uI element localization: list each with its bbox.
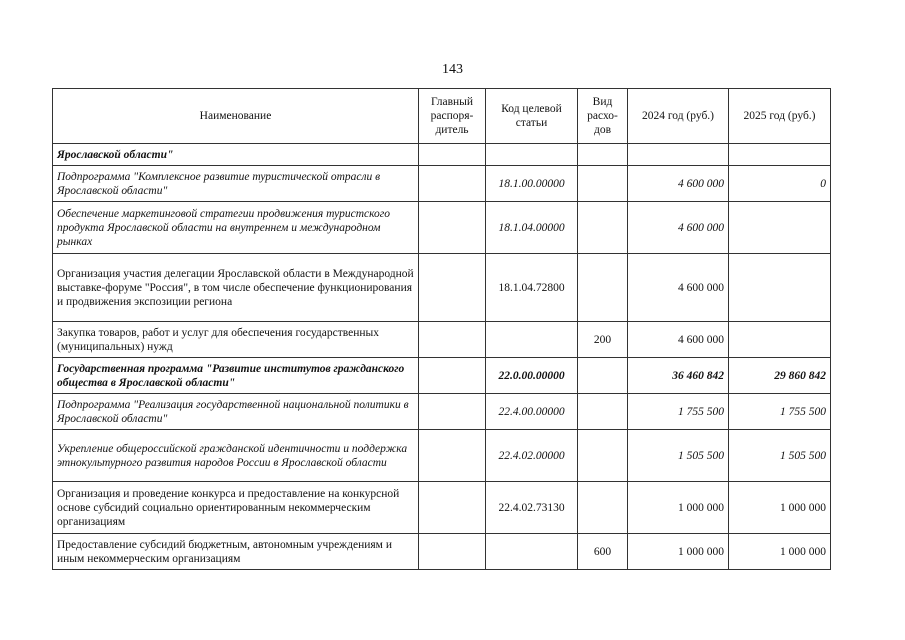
cell-2024: 1 000 000: [628, 482, 729, 534]
cell-name: Предоставление субсидий бюджетным, автономным учреждениям и иным некоммерческим организациям: [53, 534, 419, 570]
table-row: [53, 534, 831, 570]
cell-manager: [419, 166, 486, 202]
cell-2025: [729, 144, 831, 166]
cell-code: 22.0.00.00000: [486, 358, 578, 394]
cell-type: [578, 394, 628, 430]
table-row: [53, 144, 831, 166]
cell-manager: [419, 358, 486, 394]
cell-code: 18.1.04.72800: [486, 254, 578, 322]
header-type: Вид расхо-дов: [578, 89, 628, 144]
table-row: [53, 394, 831, 430]
cell-manager: [419, 254, 486, 322]
cell-2024: 4 600 000: [628, 254, 729, 322]
table-row: [53, 254, 831, 322]
cell-type: 200: [578, 322, 628, 358]
cell-2024: 1 755 500: [628, 394, 729, 430]
cell-code: [486, 322, 578, 358]
cell-2025: 0: [729, 166, 831, 202]
cell-2025: [729, 254, 831, 322]
cell-manager: [419, 202, 486, 254]
cell-2024: 4 600 000: [628, 322, 729, 358]
cell-code: 22.4.00.00000: [486, 394, 578, 430]
header-2025: 2025 год (руб.): [729, 89, 831, 144]
header-2024: 2024 год (руб.): [628, 89, 729, 144]
cell-2024: 4 600 000: [628, 166, 729, 202]
header-code: Код целевой статьи: [486, 89, 578, 144]
cell-2024: [628, 144, 729, 166]
cell-type: [578, 166, 628, 202]
budget-table: [52, 88, 831, 570]
cell-manager: [419, 534, 486, 570]
cell-manager: [419, 322, 486, 358]
cell-code: [486, 144, 578, 166]
header-name: Наименование: [53, 89, 419, 144]
table-row: [53, 358, 831, 394]
cell-manager: [419, 144, 486, 166]
cell-type: [578, 254, 628, 322]
header-manager: Главный распоря-дитель: [419, 89, 486, 144]
cell-name: Обеспечение маркетинговой стратегии продвижения туристского продукта Ярославской области на внутреннем и международном рынках: [53, 202, 419, 254]
cell-2024: 1 505 500: [628, 430, 729, 482]
cell-type: [578, 430, 628, 482]
cell-2024: 36 460 842: [628, 358, 729, 394]
cell-2024: 1 000 000: [628, 534, 729, 570]
cell-type: [578, 482, 628, 534]
cell-type: [578, 202, 628, 254]
cell-name: Укрепление общероссийской гражданской идентичности и поддержка этнокультурного развития народов России в Ярославской области: [53, 430, 419, 482]
cell-type: 600: [578, 534, 628, 570]
cell-code: 22.4.02.00000: [486, 430, 578, 482]
cell-name: Подпрограмма "Реализация государственной национальной политики в Ярославской области": [53, 394, 419, 430]
cell-name: Организация участия делегации Ярославской области в Международной выставке-форуме "Россия", в том числе обеспечение функционирования и продвижения экспозиции региона: [53, 254, 419, 322]
cell-name: Государственная программа "Развитие институтов гражданского общества в Ярославской области": [53, 358, 419, 394]
cell-code: 22.4.02.73130: [486, 482, 578, 534]
cell-2025: 29 860 842: [729, 358, 831, 394]
cell-type: [578, 144, 628, 166]
cell-2024: 4 600 000: [628, 202, 729, 254]
cell-manager: [419, 430, 486, 482]
cell-code: 18.1.04.00000: [486, 202, 578, 254]
table-row: [53, 430, 831, 482]
cell-2025: [729, 202, 831, 254]
table-row: [53, 166, 831, 202]
table-header-row: [53, 89, 831, 144]
cell-manager: [419, 482, 486, 534]
cell-2025: 1 755 500: [729, 394, 831, 430]
table-row: [53, 482, 831, 534]
cell-name: Закупка товаров, работ и услуг для обеспечения государственных (муниципальных) нужд: [53, 322, 419, 358]
table-row: [53, 202, 831, 254]
cell-2025: [729, 322, 831, 358]
table-row: [53, 322, 831, 358]
cell-name: Подпрограмма "Комплексное развитие туристической отрасли в Ярославской области": [53, 166, 419, 202]
cell-name: Ярославской области": [53, 144, 419, 166]
cell-code: [486, 534, 578, 570]
cell-2025: 1 505 500: [729, 430, 831, 482]
cell-2025: 1 000 000: [729, 482, 831, 534]
cell-manager: [419, 394, 486, 430]
cell-name: Организация и проведение конкурса и предоставление на конкурсной основе субсидий социально ориентированным некоммерческим организациям: [53, 482, 419, 534]
cell-type: [578, 358, 628, 394]
cell-2025: 1 000 000: [729, 534, 831, 570]
page-number: 143: [442, 62, 463, 77]
cell-code: 18.1.00.00000: [486, 166, 578, 202]
